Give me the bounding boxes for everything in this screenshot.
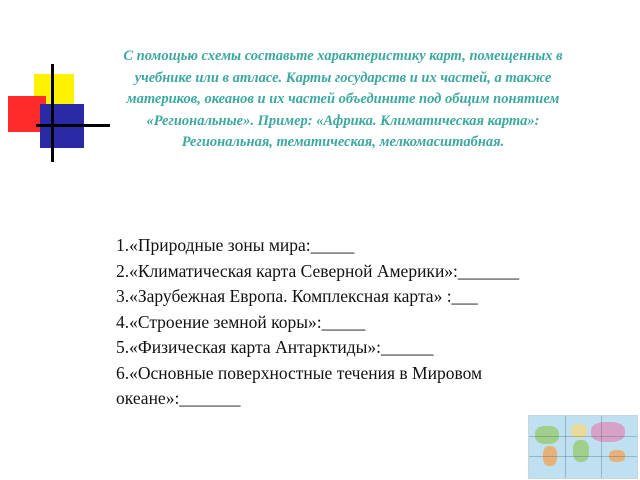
list-item: 6.«Основные поверхностные течения в Мировом океане»:_______ — [116, 362, 483, 408]
vertical-line — [51, 64, 54, 162]
list-item: 2.«Климатическая карта Северной Америки»:_______ — [116, 260, 520, 281]
corner-decoration — [0, 0, 110, 160]
horizontal-line — [36, 124, 110, 127]
task-instructions: С помощью схемы составьте характеристику карт, помещенных в учебнике или в атласе. Карты государств и их частей, а также материков, океанов и их частей объедините под общим понятием «Региональные». Пример: «Африка. Климатическая карта»: Региональная, тематическая, мелкомасштабная. — [123, 48, 563, 151]
list-item: 3.«Зарубежная Европа. Комплексная карта» :___ — [116, 286, 478, 306]
list-item: 4.«Строение земной коры»:_____ — [116, 311, 366, 332]
list-item: 5.«Физическая карта Антарктиды»:______ — [116, 337, 434, 357]
world-map-image — [528, 415, 638, 479]
map-list — [116, 233, 566, 412]
list-item: 1.«Природные зоны мира:_____ — [116, 235, 355, 255]
